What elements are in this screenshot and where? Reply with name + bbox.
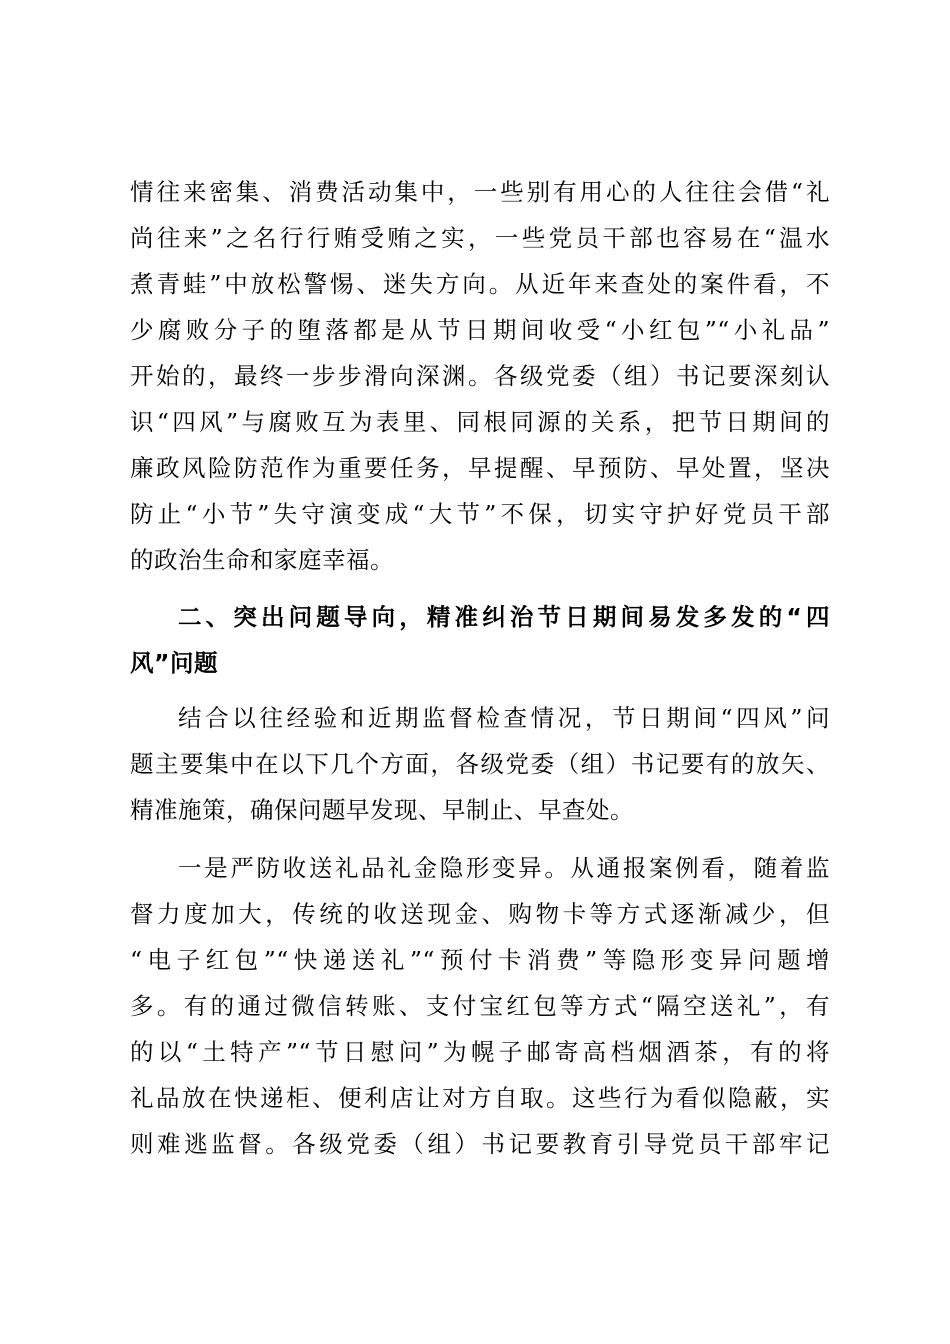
- body-text-line: 督力度加大，传统的收送现金、购物卡等方式逐渐减少，但: [130, 900, 830, 928]
- body-text-line: 煮青蛙”中放松警惕、迷失方向。从近年来查处的案件看，不: [130, 270, 830, 298]
- body-text-line: “电子红包”“快递送礼”“预付卡消费”等隐形变异问题增: [130, 946, 830, 974]
- body-text-line: 情往来密集、消费活动集中，一些别有用心的人往往会借“礼: [130, 178, 830, 206]
- body-text-line: 精准施策，确保问题早发现、早制止、早查处。: [130, 796, 634, 824]
- body-text-line: 的政治生命和家庭幸福。: [130, 546, 394, 574]
- body-text-line: 少腐败分子的堕落都是从节日期间收受“小红包”“小礼品”: [130, 316, 830, 344]
- body-text-line: 礼品放在快递柜、便利店让对方自取。这些行为看似隐蔽，实: [130, 1084, 830, 1112]
- body-text-line: 识“四风”与腐败互为表里、同根同源的关系，把节日期间的: [130, 408, 830, 436]
- body-text-line: 开始的，最终一步步滑向深渊。各级党委（组）书记要深刻认: [130, 362, 830, 390]
- body-text-line: 的以“土特产”“节日慰问”为幌子邮寄高档烟酒茶，有的将: [130, 1038, 830, 1066]
- body-text-line: 防止“小节”失守演变成“大节”不保，切实守护好党员干部: [130, 500, 830, 528]
- section-heading: 二、突出问题导向，精准纠治节日期间易发多发的“四: [178, 603, 830, 631]
- body-text-line: 一是严防收送礼品礼金隐形变异。从通报案例看，随着监: [178, 854, 830, 882]
- body-text-line: 尚往来”之名行行贿受贿之实，一些党员干部也容易在“温水: [130, 224, 830, 252]
- section-heading: 风”问题: [130, 649, 218, 677]
- body-text-line: 廉政风险防范作为重要任务，早提醒、早预防、早处置，坚决: [130, 454, 830, 482]
- body-text-line: 多。有的通过微信转账、支付宝红包等方式“隔空送礼”，有: [130, 992, 830, 1020]
- body-text-line: 结合以往经验和近期监督检查情况，节日期间“四风”问: [178, 704, 830, 732]
- body-text-line: 题主要集中在以下几个方面，各级党委（组）书记要有的放矢、: [130, 750, 830, 778]
- body-text-line: 则难逃监督。各级党委（组）书记要教育引导党员干部牢记: [130, 1130, 830, 1158]
